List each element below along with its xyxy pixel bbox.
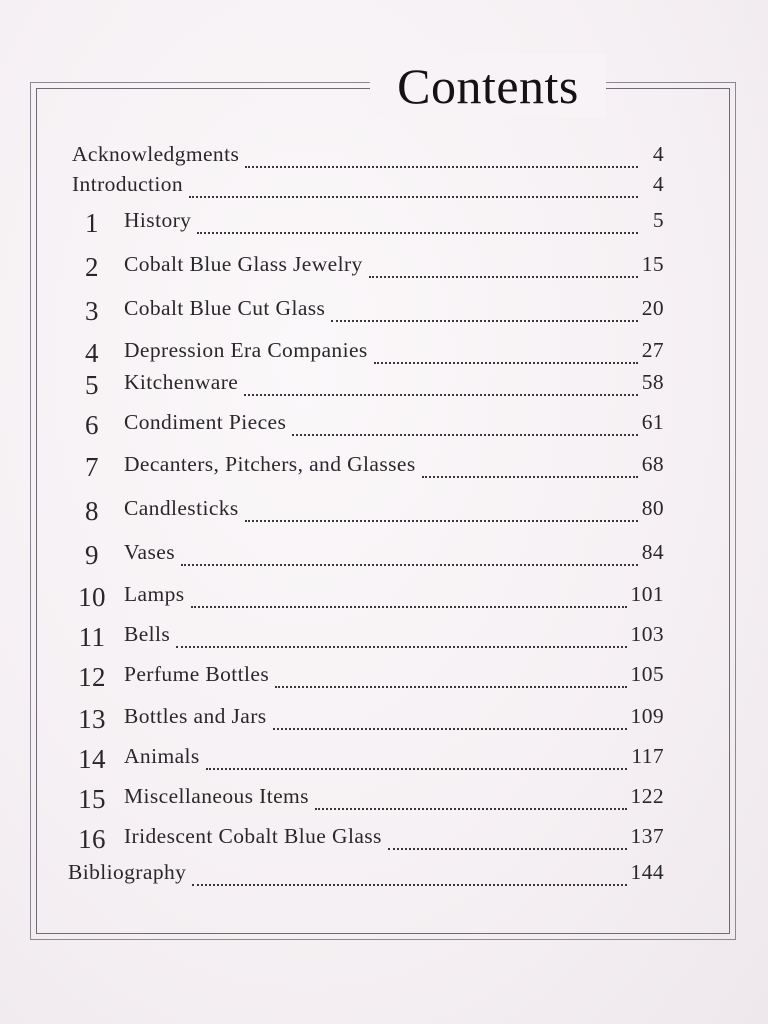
chapter-number: 14 bbox=[78, 744, 106, 774]
chapter-number: 10 bbox=[78, 582, 106, 612]
page-number: 20 bbox=[641, 296, 664, 320]
dot-leader bbox=[275, 686, 626, 688]
entry-title: Vases bbox=[124, 540, 175, 564]
page-number: 105 bbox=[630, 662, 664, 686]
chapter-number: 6 bbox=[85, 410, 99, 440]
dot-leader bbox=[374, 362, 638, 364]
toc-entry bbox=[68, 860, 664, 894]
chapter-number: 4 bbox=[85, 338, 99, 368]
dot-leader bbox=[369, 276, 638, 278]
toc-entry bbox=[85, 208, 664, 242]
entry-title: Iridescent Cobalt Blue Glass bbox=[124, 824, 382, 848]
toc-entry bbox=[85, 252, 664, 286]
entry-title: History bbox=[124, 208, 192, 232]
page-number: 101 bbox=[630, 582, 664, 606]
entry-title: Condiment Pieces bbox=[124, 410, 287, 434]
page-number: 117 bbox=[631, 744, 664, 768]
entry-title: Cobalt Blue Glass Jewelry bbox=[124, 252, 363, 276]
dot-leader bbox=[331, 320, 637, 322]
toc-entry bbox=[85, 540, 664, 574]
chapter-number: 11 bbox=[78, 622, 106, 652]
page-number: 109 bbox=[630, 704, 664, 728]
entry-title: Bells bbox=[124, 622, 171, 646]
entry-title: Depression Era Companies bbox=[124, 338, 368, 362]
entry-title: Miscellaneous Items bbox=[124, 784, 309, 808]
chapter-number: 15 bbox=[78, 784, 106, 814]
dot-leader bbox=[245, 520, 638, 522]
entry-title: Kitchenware bbox=[124, 370, 239, 394]
dot-leader bbox=[245, 166, 638, 168]
page-number: 4 bbox=[652, 172, 664, 196]
page-number: 61 bbox=[641, 410, 664, 434]
page-number: 27 bbox=[641, 338, 664, 362]
chapter-number: 7 bbox=[85, 452, 99, 482]
chapter-number: 5 bbox=[85, 370, 99, 400]
toc-entry bbox=[78, 622, 664, 656]
toc-entry bbox=[85, 410, 664, 444]
toc-entry bbox=[85, 370, 664, 404]
entry-title: Acknowledgments bbox=[72, 142, 240, 166]
chapter-number: 1 bbox=[85, 208, 99, 238]
chapter-number: 3 bbox=[85, 296, 99, 326]
page-number: 58 bbox=[641, 370, 664, 394]
dot-leader bbox=[181, 564, 638, 566]
dot-leader bbox=[189, 196, 638, 198]
page-number: 80 bbox=[641, 496, 664, 520]
toc-entry bbox=[78, 662, 664, 696]
page-number: 84 bbox=[641, 540, 664, 564]
dot-leader bbox=[273, 728, 627, 730]
dot-leader bbox=[422, 476, 638, 478]
dot-leader bbox=[192, 884, 626, 886]
toc-entry bbox=[72, 142, 664, 176]
dot-leader bbox=[206, 768, 628, 770]
chapter-number: 9 bbox=[85, 540, 99, 570]
page-number: 103 bbox=[630, 622, 664, 646]
entry-title: Perfume Bottles bbox=[124, 662, 270, 686]
page-number: 122 bbox=[630, 784, 664, 808]
chapter-number: 8 bbox=[85, 496, 99, 526]
entry-title: Candlesticks bbox=[124, 496, 239, 520]
dot-leader bbox=[244, 394, 637, 396]
dot-leader bbox=[176, 646, 626, 648]
page-title: Contents bbox=[370, 54, 606, 118]
toc-entry bbox=[85, 296, 664, 330]
page-number: 144 bbox=[630, 860, 664, 884]
toc-entry bbox=[78, 824, 664, 858]
entry-title: Lamps bbox=[124, 582, 185, 606]
entry-title: Bottles and Jars bbox=[124, 704, 267, 728]
chapter-number: 2 bbox=[85, 252, 99, 282]
toc-entry bbox=[85, 452, 664, 486]
toc-entry bbox=[78, 784, 664, 818]
page-number: 68 bbox=[641, 452, 664, 476]
entry-title: Cobalt Blue Cut Glass bbox=[124, 296, 326, 320]
page-number: 4 bbox=[652, 142, 664, 166]
chapter-number: 12 bbox=[78, 662, 106, 692]
chapter-number: 16 bbox=[78, 824, 106, 854]
dot-leader bbox=[388, 848, 627, 850]
entry-title: Animals bbox=[124, 744, 200, 768]
page-number: 5 bbox=[652, 208, 664, 232]
entry-title: Decanters, Pitchers, and Glasses bbox=[124, 452, 416, 476]
dot-leader bbox=[191, 606, 627, 608]
chapter-number: 13 bbox=[78, 704, 106, 734]
dot-leader bbox=[197, 232, 638, 234]
toc-entry bbox=[78, 744, 664, 778]
page-number: 15 bbox=[641, 252, 664, 276]
toc-entry bbox=[72, 172, 664, 206]
dot-leader bbox=[315, 808, 627, 810]
page-number: 137 bbox=[630, 824, 664, 848]
toc-entry bbox=[85, 338, 664, 372]
toc-entry bbox=[78, 582, 664, 616]
toc-entry bbox=[85, 496, 664, 530]
entry-title: Bibliography bbox=[68, 860, 187, 884]
toc-entry bbox=[78, 704, 664, 738]
entry-title: Introduction bbox=[72, 172, 184, 196]
dot-leader bbox=[292, 434, 637, 436]
